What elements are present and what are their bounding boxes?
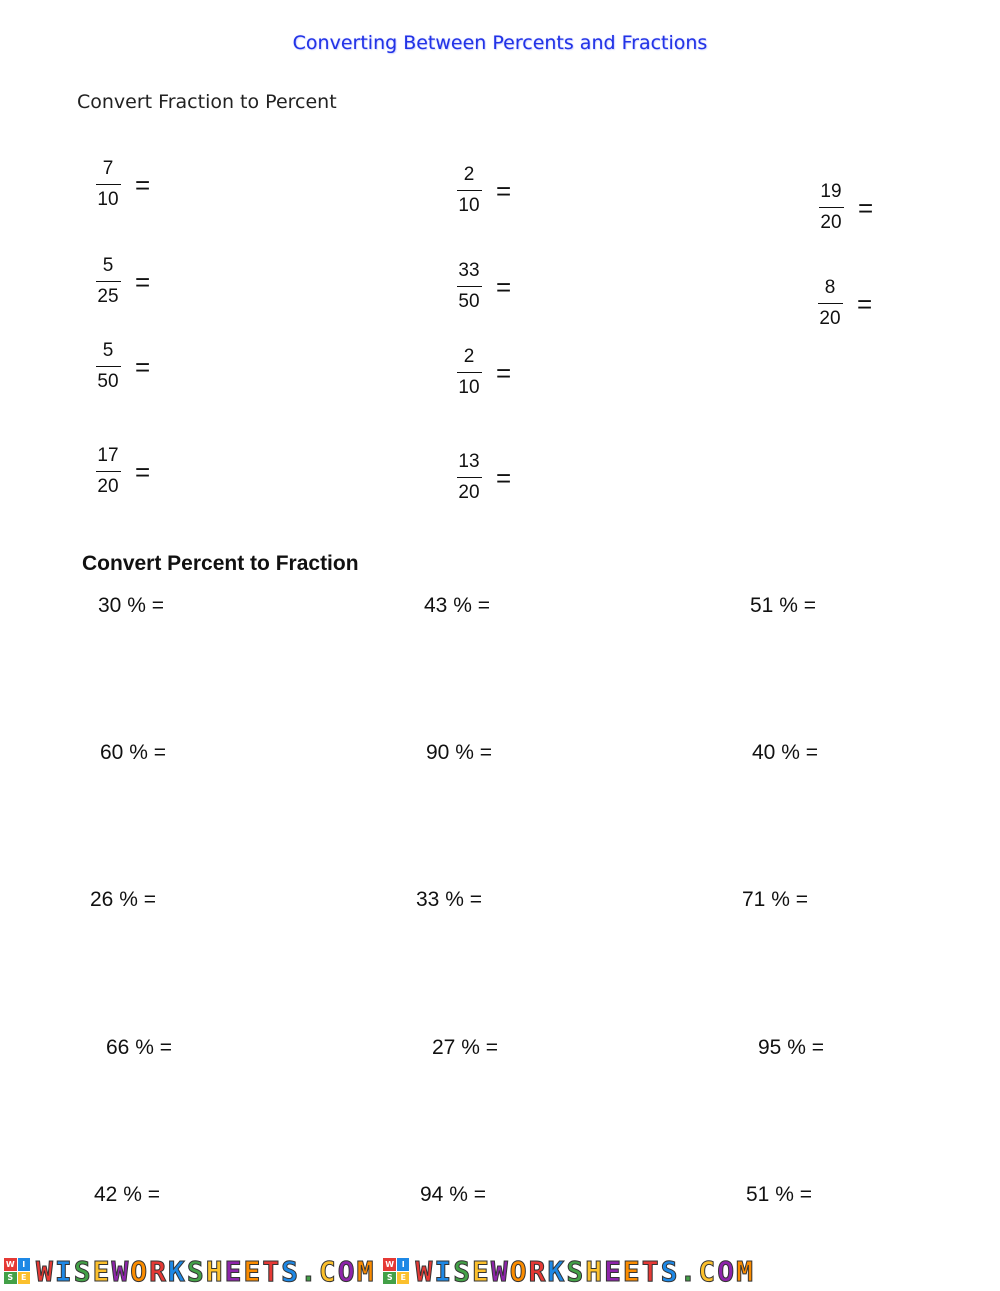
worksheet-title: Converting Between Percents and Fractions xyxy=(292,32,708,54)
footer-logo xyxy=(4,1255,375,1288)
fraction-problem: $\frac{8}{20}$ = xyxy=(819,277,873,329)
percent-problem: 95 % = xyxy=(758,1036,824,1059)
fraction-problem: $\frac{5}{25}$ = xyxy=(97,255,151,307)
logo-text: WISEWORKSHEETS.COM xyxy=(36,1254,376,1288)
section-heading-percent-to-fraction: Convert Percent to Fraction xyxy=(82,552,359,575)
fraction-problem: $\frac{19}{20}$ = xyxy=(820,181,874,233)
logo-text: WISEWORKSHEETS.COM xyxy=(415,1254,755,1288)
fraction-problem: $\frac{17}{20}$ = xyxy=(97,445,151,497)
footer-watermark xyxy=(0,1254,1000,1288)
percent-problem: 26 % = xyxy=(90,888,156,911)
percent-problem: 40 % = xyxy=(752,741,818,764)
section-heading-fraction-to-percent: Convert Fraction to Percent xyxy=(77,91,337,113)
percent-problem: 90 % = xyxy=(426,741,492,764)
percent-problem: 33 % = xyxy=(416,888,482,911)
fraction-problem: $\frac{7}{10}$ = xyxy=(97,158,151,210)
footer-logo xyxy=(383,1255,754,1288)
percent-problem: 66 % = xyxy=(106,1036,172,1059)
fraction-problem: $\frac{2}{10}$ = xyxy=(458,346,512,398)
percent-problem: 71 % = xyxy=(742,888,808,911)
logo-square-icon: W I S E xyxy=(4,1258,30,1284)
percent-problem: 51 % = xyxy=(746,1183,812,1206)
percent-problem: 60 % = xyxy=(100,741,166,764)
percent-problem: 27 % = xyxy=(432,1036,498,1059)
percent-problem: 43 % = xyxy=(424,594,490,617)
fraction-problem: $\frac{33}{50}$ = xyxy=(458,260,512,312)
percent-problem: 30 % = xyxy=(98,594,164,617)
percent-problem: 42 % = xyxy=(94,1183,160,1206)
logo-square-icon: W I S E xyxy=(383,1258,409,1284)
fraction-problem: $\frac{13}{20}$ = xyxy=(458,451,512,503)
percent-problem: 51 % = xyxy=(750,594,816,617)
percent-problem: 94 % = xyxy=(420,1183,486,1206)
fraction-problem: $\frac{2}{10}$ = xyxy=(458,164,512,216)
fraction-problem: $\frac{5}{50}$ = xyxy=(97,340,151,392)
